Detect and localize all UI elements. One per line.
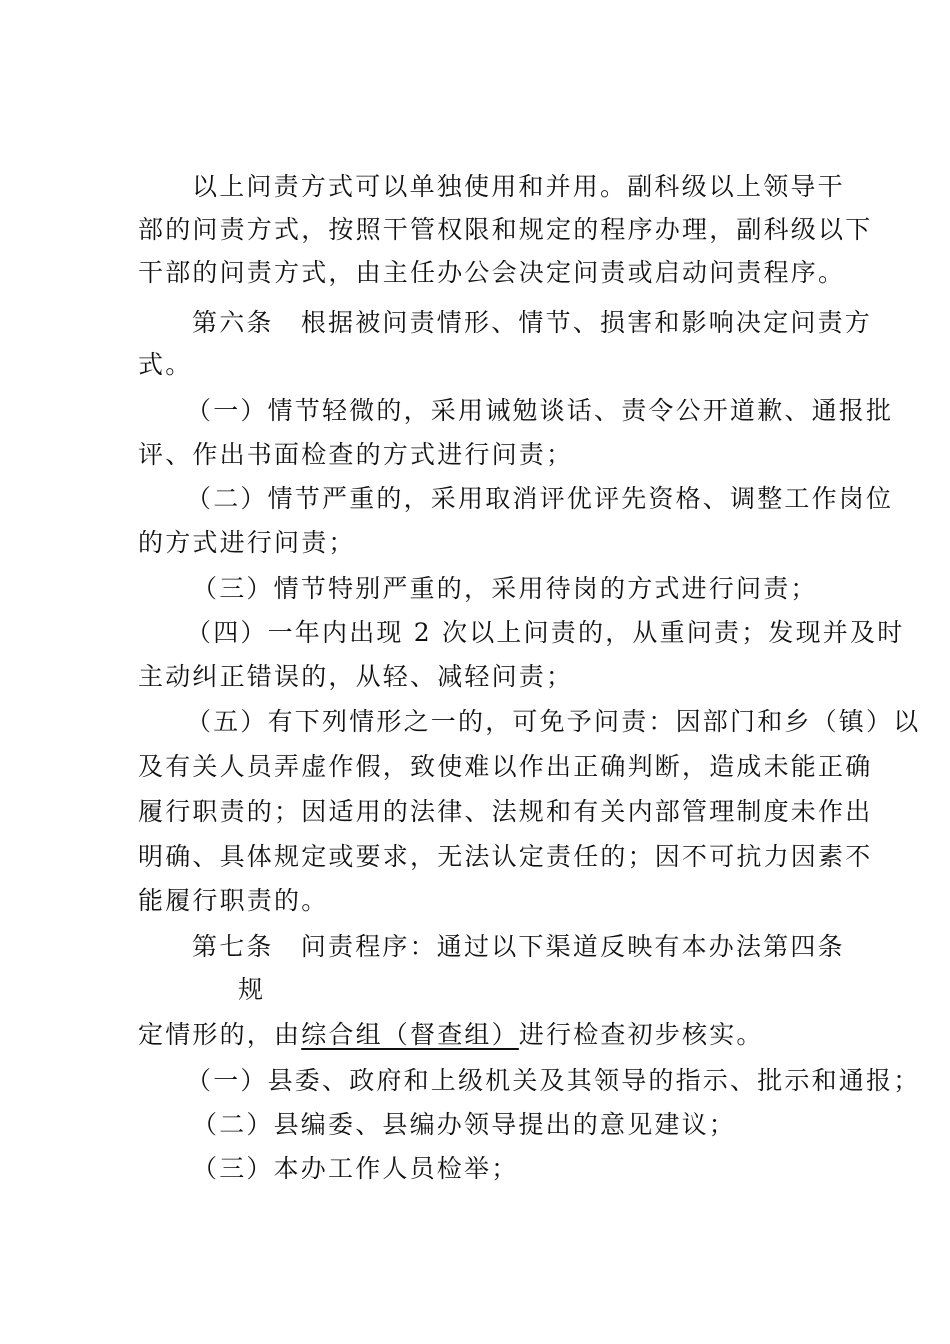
list-item: （二）县编委、县编办领导提出的意见建议； (192, 1110, 737, 1139)
paragraph-line: 的方式进行问责； (138, 528, 356, 557)
list-item: （一）情节轻微的，采用诫勉谈话、责令公开道歉、通报批 (186, 396, 894, 425)
paragraph-line: 评、作出书面检查的方式进行问责； (138, 440, 574, 469)
list-item: （二）情节严重的，采用取消评优评先资格、调整工作岗位 (186, 484, 894, 513)
paragraph-line: 及有关人员弄虚作假，致使难以作出正确判断，造成未能正确 (138, 752, 873, 781)
list-item: （四）一年内出现 2 次以上问责的，从重问责；发现并及时 (186, 618, 905, 647)
paragraph-line: 部的问责方式，按照干管权限和规定的程序办理，副科级以下 (138, 215, 873, 244)
line-text: 定情形的，由 (138, 1020, 302, 1049)
paragraph-line (138, 1020, 764, 1050)
list-item: （五）有下列情形之一的，可免予问责：因部门和乡（镇）以 (186, 707, 921, 736)
paragraph-line: 履行职责的；因适用的法律、法规和有关内部管理制度未作出 (138, 797, 873, 826)
list-item: （三）情节特别严重的，采用待岗的方式进行问责； (192, 574, 818, 603)
line-text: 进行检查初步核实。 (518, 1020, 764, 1049)
list-item: （一）县委、政府和上级机关及其领导的指示、批示和通报； (186, 1066, 921, 1095)
paragraph-line: 干部的问责方式，由主任办公会决定问责或启动问责程序。 (138, 258, 846, 287)
underlined-term: 综合组（督查组） (301, 1020, 519, 1049)
paragraph-line: 明确、具体规定或要求，无法认定责任的；因不可抗力因素不 (138, 842, 873, 871)
paragraph-line: 式。 (138, 350, 193, 379)
paragraph-line: 能履行职责的。 (138, 886, 329, 915)
article-heading: 第七条 问责程序：通过以下渠道反映有本办法第四条 (192, 932, 845, 961)
paragraph-line: 主动纠正错误的，从轻、减轻问责； (138, 662, 574, 691)
article-heading: 第六条 根据被问责情形、情节、损害和影响决定问责方 (192, 308, 873, 337)
paragraph-line: 规 (238, 975, 266, 1004)
paragraph-line: 以上问责方式可以单独使用和并用。副科级以上领导干 (192, 172, 845, 201)
list-item: （三）本办工作人员检举； (192, 1154, 519, 1183)
